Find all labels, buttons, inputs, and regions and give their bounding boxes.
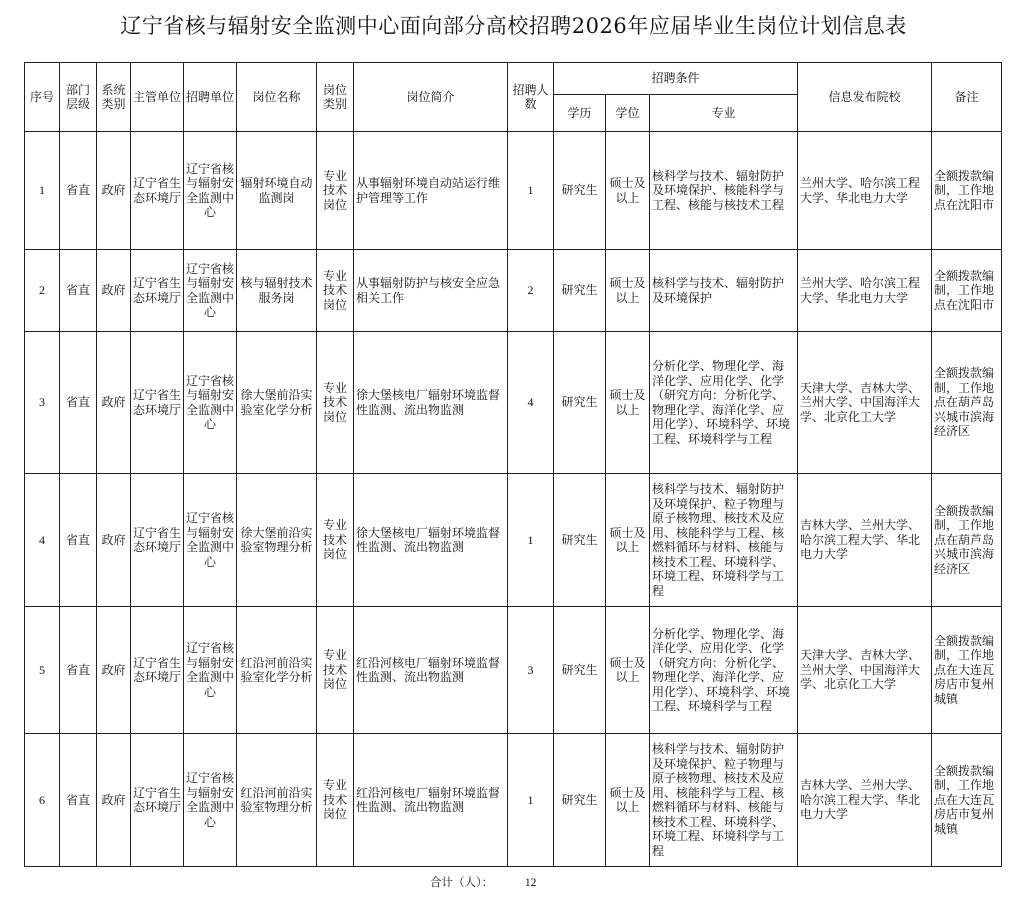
row-supervisor: 辽宁省生态环境厅 <box>131 734 184 867</box>
row-post-intro: 徐大堡核电厂辐射环境监督性监测、流出物监测 <box>354 474 508 607</box>
total-footer <box>430 874 536 890</box>
header-major: 专业 <box>650 95 798 132</box>
header-seq: 序号 <box>25 63 60 132</box>
row-seq: 6 <box>25 734 60 867</box>
row-post-intro: 红沿河核电厂辐射环境监督性监测、流出物监测 <box>354 734 508 867</box>
row-remarks: 全额拨款编制，工作地点在大连瓦房店市复州城镇 <box>932 607 1002 734</box>
row-remarks: 全额拨款编制，工作地点在沈阳市 <box>932 250 1002 332</box>
row-recruiting-unit: 辽宁省核与辐射安全监测中心 <box>184 734 237 867</box>
row-system-type: 政府 <box>97 132 131 250</box>
header-system-type: 系统类别 <box>97 63 131 132</box>
row-remarks: 全额拨款编制，工作地点在大连瓦房店市复州城镇 <box>932 734 1002 867</box>
row-recruiting-unit: 辽宁省核与辐射安全监测中心 <box>184 250 237 332</box>
header-schools: 信息发布院校 <box>798 63 932 132</box>
row-major: 核科学与技术、辐射防护及环境保护、粒子物理与原子核物理、核技术及应用、核能科学与工程、核燃料循环与材料、核能与核技术工程、环境科学、环境工程、环境科学与工程 <box>650 734 798 867</box>
row-post-type: 专业技术岗位 <box>317 132 354 250</box>
row-supervisor: 辽宁省生态环境厅 <box>131 332 184 474</box>
row-recruiting-unit: 辽宁省核与辐射安全监测中心 <box>184 607 237 734</box>
header-degree: 学位 <box>606 95 650 132</box>
row-major: 分析化学、物理化学、海洋化学、应用化学、化学（研究方向：分析化学、物理化学、海洋化学、应用化学）、环境科学、环境工程、环境科学与工程 <box>650 607 798 734</box>
row-schools: 天津大学、吉林大学、兰州大学、中国海洋大学、北京化工大学 <box>798 332 932 474</box>
row-system-type: 政府 <box>97 332 131 474</box>
row-schools: 天津大学、吉林大学、兰州大学、中国海洋大学、北京化工大学 <box>798 607 932 734</box>
row-supervisor: 辽宁省生态环境厅 <box>131 250 184 332</box>
row-degree: 硕士及以上 <box>606 607 650 734</box>
row-recruit-count: 3 <box>508 607 554 734</box>
row-seq: 5 <box>25 607 60 734</box>
row-degree: 硕士及以上 <box>606 250 650 332</box>
row-post-intro: 从事辐射防护与核安全应急相关工作 <box>354 250 508 332</box>
row-post-name: 徐大堡前沿实验室化学分析 <box>237 332 317 474</box>
row-education: 研究生 <box>554 332 606 474</box>
row-post-name: 辐射环境自动监测岗 <box>237 132 317 250</box>
row-recruiting-unit: 辽宁省核与辐射安全监测中心 <box>184 474 237 607</box>
recruitment-plan-table <box>24 62 1002 867</box>
table-row <box>25 734 1002 867</box>
header-remarks: 备注 <box>932 63 1002 132</box>
row-dept-level: 省直 <box>60 474 97 607</box>
row-seq: 4 <box>25 474 60 607</box>
row-remarks: 全额拨款编制，工作地点在葫芦岛兴城市滨海经济区 <box>932 332 1002 474</box>
row-supervisor: 辽宁省生态环境厅 <box>131 474 184 607</box>
row-dept-level: 省直 <box>60 734 97 867</box>
row-education: 研究生 <box>554 474 606 607</box>
row-degree: 硕士及以上 <box>606 734 650 867</box>
row-supervisor: 辽宁省生态环境厅 <box>131 132 184 250</box>
row-post-name: 红沿河前沿实验室物理分析 <box>237 734 317 867</box>
row-recruiting-unit: 辽宁省核与辐射安全监测中心 <box>184 132 237 250</box>
row-education: 研究生 <box>554 132 606 250</box>
row-schools: 兰州大学、哈尔滨工程大学、华北电力大学 <box>798 250 932 332</box>
total-label: 合计（人）： <box>430 875 494 889</box>
row-schools: 吉林大学、兰州大学、哈尔滨工程大学、华北电力大学 <box>798 474 932 607</box>
row-post-name: 徐大堡前沿实验室物理分析 <box>237 474 317 607</box>
row-major: 核科学与技术、辐射防护及环境保护、粒子物理与原子核物理、核技术及应用、核能科学与工程、核燃料循环与材料、核能与核技术工程、环境科学、环境工程、环境科学与工程 <box>650 474 798 607</box>
row-dept-level: 省直 <box>60 132 97 250</box>
header-post-intro: 岗位简介 <box>354 63 508 132</box>
row-system-type: 政府 <box>97 474 131 607</box>
row-education: 研究生 <box>554 250 606 332</box>
header-row-1 <box>25 63 1002 95</box>
header-recruiting-unit: 招聘单位 <box>184 63 237 132</box>
table-row <box>25 607 1002 734</box>
table-row <box>25 132 1002 250</box>
row-seq: 1 <box>25 132 60 250</box>
row-post-intro: 从事辐射环境自动站运行维护管理等工作 <box>354 132 508 250</box>
header-dept-level: 部门层级 <box>60 63 97 132</box>
row-schools: 吉林大学、兰州大学、哈尔滨工程大学、华北电力大学 <box>798 734 932 867</box>
row-post-intro: 红沿河核电厂辐射环境监督性监测、流出物监测 <box>354 607 508 734</box>
row-post-name: 核与辐射技术服务岗 <box>237 250 317 332</box>
header-conditions: 招聘条件 <box>554 63 798 95</box>
row-remarks: 全额拨款编制，工作地点在葫芦岛兴城市滨海经济区 <box>932 474 1002 607</box>
row-major: 核科学与技术、辐射防护及环境保护、核能科学与工程、核能与核技术工程 <box>650 132 798 250</box>
row-degree: 硕士及以上 <box>606 132 650 250</box>
row-post-type: 专业技术岗位 <box>317 734 354 867</box>
page-title: 辽宁省核与辐射安全监测中心面向部分高校招聘2026年应届毕业生岗位计划信息表 <box>120 14 907 38</box>
row-recruit-count: 1 <box>508 734 554 867</box>
header-post-name: 岗位名称 <box>237 63 317 132</box>
total-value: 12 <box>524 877 537 889</box>
row-post-intro: 徐大堡核电厂辐射环境监督性监测、流出物监测 <box>354 332 508 474</box>
header-recruit-count: 招聘人数 <box>508 63 554 132</box>
table-row <box>25 250 1002 332</box>
row-recruit-count: 1 <box>508 474 554 607</box>
row-post-type: 专业技术岗位 <box>317 607 354 734</box>
row-education: 研究生 <box>554 607 606 734</box>
row-recruit-count: 2 <box>508 250 554 332</box>
row-post-type: 专业技术岗位 <box>317 332 354 474</box>
row-post-type: 专业技术岗位 <box>317 474 354 607</box>
row-dept-level: 省直 <box>60 607 97 734</box>
row-system-type: 政府 <box>97 250 131 332</box>
row-system-type: 政府 <box>97 734 131 867</box>
row-seq: 3 <box>25 332 60 474</box>
row-system-type: 政府 <box>97 607 131 734</box>
row-dept-level: 省直 <box>60 250 97 332</box>
header-supervisor: 主管单位 <box>131 63 184 132</box>
row-education: 研究生 <box>554 734 606 867</box>
header-post-type: 岗位类别 <box>317 63 354 132</box>
row-remarks: 全额拨款编制，工作地点在沈阳市 <box>932 132 1002 250</box>
row-seq: 2 <box>25 250 60 332</box>
table-row <box>25 474 1002 607</box>
row-recruit-count: 1 <box>508 132 554 250</box>
row-recruiting-unit: 辽宁省核与辐射安全监测中心 <box>184 332 237 474</box>
row-post-type: 专业技术岗位 <box>317 250 354 332</box>
table-row <box>25 332 1002 474</box>
row-supervisor: 辽宁省生态环境厅 <box>131 607 184 734</box>
row-degree: 硕士及以上 <box>606 332 650 474</box>
row-post-name: 红沿河前沿实验室化学分析 <box>237 607 317 734</box>
row-major: 核科学与技术、辐射防护及环境保护 <box>650 250 798 332</box>
row-dept-level: 省直 <box>60 332 97 474</box>
row-schools: 兰州大学、哈尔滨工程大学、华北电力大学 <box>798 132 932 250</box>
row-major: 分析化学、物理化学、海洋化学、应用化学、化学（研究方向：分析化学、物理化学、海洋化学、应用化学）、环境科学、环境工程、环境科学与工程 <box>650 332 798 474</box>
row-recruit-count: 4 <box>508 332 554 474</box>
row-degree: 硕士及以上 <box>606 474 650 607</box>
header-education: 学历 <box>554 95 606 132</box>
